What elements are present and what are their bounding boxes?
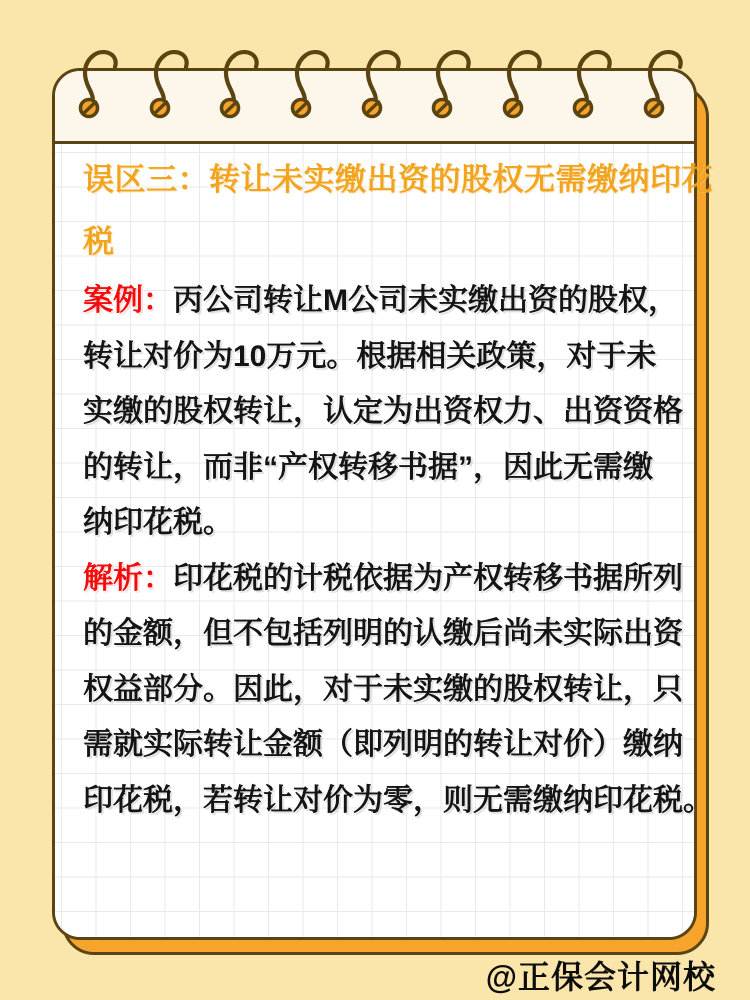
note-title-line-1: 误区三：转让未实缴出资的股权无需缴纳印花 [83, 162, 713, 197]
case-line: 实缴的股权转让，认定为出资权力、出资资格 [83, 395, 683, 428]
watermark: @正保会计网校 [485, 959, 716, 995]
analysis-line-text: 印花税的计税依据为产权转移书据所列 [173, 561, 683, 595]
spiral-ring-icon [209, 50, 269, 120]
spiral-ring-icon [68, 50, 128, 120]
case-line: 纳印花税。 [83, 506, 233, 539]
case-label: 案例： [83, 284, 173, 317]
spiral-ring-icon [280, 50, 340, 120]
analysis-paragraph [83, 551, 713, 829]
spiral-ring-icon [562, 50, 622, 120]
spiral-ring-icon [492, 50, 552, 120]
case-line-text: 丙公司转让M公司未实缴出资的股权， [173, 284, 678, 317]
note-content [83, 149, 713, 828]
analysis-line: 印花税，若转让对价为零，则无需缴纳印花税。 [83, 783, 713, 817]
analysis-label: 解析： [83, 561, 173, 595]
spiral-ring-icon [421, 50, 481, 120]
spiral-ring-icon [139, 50, 199, 120]
notebook-card [52, 68, 713, 940]
case-line [83, 273, 678, 329]
case-line: 转让对价为10万元。根据相关政策，对于未 [83, 339, 657, 373]
case-paragraph [83, 273, 683, 551]
spiral-ring-icon [351, 50, 411, 120]
analysis-line [83, 551, 683, 607]
analysis-line: 权益部分。因此，对于未实缴的股权转让，只 [83, 672, 683, 706]
analysis-line: 需就实际转让金额（即列明的转让对价）缴纳 [83, 728, 683, 761]
analysis-line: 的金额，但不包括列明的认缴后尚未实际出资 [83, 617, 683, 650]
case-line: 的转让，而非“产权转移书据”，因此无需缴 [83, 450, 653, 484]
note-title-line-2: 税 [83, 224, 115, 259]
spiral-ring-icon [633, 50, 693, 120]
